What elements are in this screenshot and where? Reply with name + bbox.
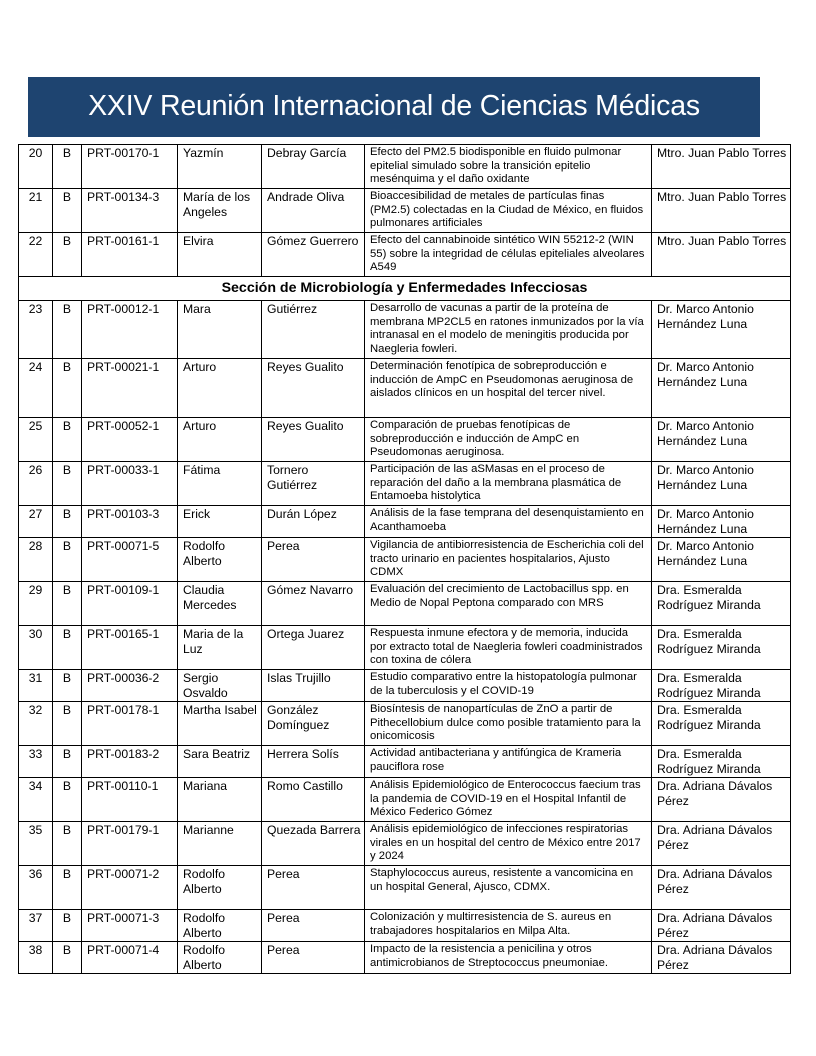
table-row — [19, 746, 791, 778]
row-code: PRT-00109-1 — [82, 582, 178, 626]
row-surname: Andrade Oliva — [262, 189, 365, 233]
row-code: PRT-00179-1 — [82, 822, 178, 866]
row-first-name: Fátima — [178, 462, 262, 506]
row-surname: Perea — [262, 866, 365, 910]
row-code: PRT-00170-1 — [82, 145, 178, 189]
row-advisor: Dra. Esmeralda Rodríguez Miranda — [652, 702, 791, 746]
row-surname: Perea — [262, 538, 365, 582]
table-row — [19, 233, 791, 277]
row-first-name: Rodolfo Alberto — [178, 910, 262, 942]
row-code: PRT-00110-1 — [82, 778, 178, 822]
row-first-name: Yazmín — [178, 145, 262, 189]
table-row — [19, 301, 791, 359]
table-row — [19, 145, 791, 189]
row-title: Participación de las aSMasas en el proceso de reparación del daño a la membrana plasmática de Entamoeba histolytica — [365, 462, 652, 506]
row-category: B — [53, 582, 82, 626]
row-advisor: Dr. Marco Antonio Hernández Luna — [652, 506, 791, 538]
row-number: 34 — [19, 778, 53, 822]
row-title: Actividad antibacteriana y antifúngica de Krameria pauciflora rose — [365, 746, 652, 778]
row-code: PRT-00033-1 — [82, 462, 178, 506]
row-surname: Tornero Gutiérrez — [262, 462, 365, 506]
row-code: PRT-00165-1 — [82, 626, 178, 670]
row-advisor: Dra. Adriana Dávalos Pérez — [652, 866, 791, 910]
table-row — [19, 506, 791, 538]
row-surname: Reyes Gualito — [262, 418, 365, 462]
row-title: Respuesta inmune efectora y de memoria, inducida por extracto total de Naegleria fowleri coadministrados con toxina de cólera — [365, 626, 652, 670]
row-category: B — [53, 866, 82, 910]
row-category: B — [53, 822, 82, 866]
row-title: Determinación fenotípica de sobreproducción e inducción de AmpC en Pseudomonas aeruginosa de aislados clínicos en un hospital del tercer nivel. — [365, 359, 652, 418]
row-surname: Romo Castillo — [262, 778, 365, 822]
row-number: 22 — [19, 233, 53, 277]
row-category: B — [53, 910, 82, 942]
row-category: B — [53, 301, 82, 359]
row-number: 38 — [19, 942, 53, 974]
row-title: Estudio comparativo entre la histopatología pulmonar de la tuberculosis y el COVID-19 — [365, 670, 652, 702]
row-category: B — [53, 359, 82, 418]
row-title: Análisis Epidemiológico de Enterococcus faecium tras la pandemia de COVID-19 en el Hospital Infantil de México Federico Gómez — [365, 778, 652, 822]
row-code: PRT-00071-5 — [82, 538, 178, 582]
row-advisor: Dra. Adriana Dávalos Pérez — [652, 942, 791, 974]
row-surname: Reyes Gualito — [262, 359, 365, 418]
row-code: PRT-00052-1 — [82, 418, 178, 462]
table-row — [19, 942, 791, 974]
row-surname: Ortega Juarez — [262, 626, 365, 670]
table-row — [19, 778, 791, 822]
row-advisor: Dra. Adriana Dávalos Pérez — [652, 910, 791, 942]
row-category: B — [53, 418, 82, 462]
row-title: Bioaccesibilidad de metales de partículas finas (PM2.5) colectadas en la Ciudad de México, en fluidos pulmonares artificiales — [365, 189, 652, 233]
row-title: Colonización y multirresistencia de S. aureus en trabajadores hospitalarios en Milpa Alta. — [365, 910, 652, 942]
row-code: PRT-00071-4 — [82, 942, 178, 974]
row-advisor: Dra. Esmeralda Rodríguez Miranda — [652, 582, 791, 626]
row-number: 32 — [19, 702, 53, 746]
row-surname: Perea — [262, 942, 365, 974]
row-number: 30 — [19, 626, 53, 670]
row-number: 24 — [19, 359, 53, 418]
table-row — [19, 866, 791, 910]
table-row — [19, 582, 791, 626]
row-number: 31 — [19, 670, 53, 702]
table-row — [19, 538, 791, 582]
row-advisor: Mtro. Juan Pablo Torres — [652, 145, 791, 189]
row-number: 25 — [19, 418, 53, 462]
row-surname: Quezada Barrera — [262, 822, 365, 866]
row-category: B — [53, 626, 82, 670]
row-surname: Gómez Navarro — [262, 582, 365, 626]
row-advisor: Dr. Marco Antonio Hernández Luna — [652, 462, 791, 506]
row-first-name: Arturo — [178, 359, 262, 418]
row-title: Impacto de la resistencia a penicilina y otros antimicrobianos de Streptococcus pneumoniae. — [365, 942, 652, 974]
table-row — [19, 670, 791, 702]
row-first-name: Elvira — [178, 233, 262, 277]
row-number: 36 — [19, 866, 53, 910]
row-number: 35 — [19, 822, 53, 866]
table-row — [19, 359, 791, 418]
row-number: 33 — [19, 746, 53, 778]
page-title: XXIV Reunión Internacional de Ciencias Médicas — [88, 90, 700, 122]
row-number: 23 — [19, 301, 53, 359]
row-category: B — [53, 189, 82, 233]
row-number: 26 — [19, 462, 53, 506]
row-first-name: Sara Beatriz — [178, 746, 262, 778]
row-first-name: Mara — [178, 301, 262, 359]
row-first-name: Arturo — [178, 418, 262, 462]
table-row — [19, 462, 791, 506]
row-code: PRT-00071-2 — [82, 866, 178, 910]
row-advisor: Dr. Marco Antonio Hernández Luna — [652, 538, 791, 582]
section-title: Sección de Microbiología y Enfermedades Infecciosas — [19, 277, 791, 301]
row-first-name: Mariana — [178, 778, 262, 822]
row-category: B — [53, 506, 82, 538]
row-title: Vigilancia de antibiorresistencia de Escherichia coli del tracto urinario en pacientes hospitalarios, Ajusto CDMX — [365, 538, 652, 582]
row-number: 21 — [19, 189, 53, 233]
row-code: PRT-00071-3 — [82, 910, 178, 942]
row-code: PRT-00012-1 — [82, 301, 178, 359]
row-code: PRT-00036-2 — [82, 670, 178, 702]
row-title: Comparación de pruebas fenotípicas de sobreproducción e inducción de AmpC en Pseudomonas aeruginosa. — [365, 418, 652, 462]
row-surname: Gómez Guerrero — [262, 233, 365, 277]
table-row — [19, 702, 791, 746]
row-code: PRT-00178-1 — [82, 702, 178, 746]
table-row — [19, 822, 791, 866]
row-title: Efecto del cannabinoide sintético WIN 55212-2 (WIN 55) sobre la integridad de células epiteliales alveolares A549 — [365, 233, 652, 277]
row-advisor: Mtro. Juan Pablo Torres — [652, 233, 791, 277]
row-first-name: Martha Isabel — [178, 702, 262, 746]
table-row — [19, 189, 791, 233]
row-title: Análisis de la fase temprana del desenquistamiento en Acanthamoeba — [365, 506, 652, 538]
row-category: B — [53, 942, 82, 974]
row-surname: Durán López — [262, 506, 365, 538]
table-body — [19, 145, 791, 974]
row-code: PRT-00021-1 — [82, 359, 178, 418]
row-category: B — [53, 670, 82, 702]
row-first-name: Rodolfo Alberto — [178, 942, 262, 974]
row-advisor: Mtro. Juan Pablo Torres — [652, 189, 791, 233]
row-title: Análisis epidemiológico de infecciones respiratorias virales en un hospital del centro de México entre 2017 y 2024 — [365, 822, 652, 866]
row-first-name: Sergio Osvaldo — [178, 670, 262, 702]
row-category: B — [53, 702, 82, 746]
row-first-name: Rodolfo Alberto — [178, 538, 262, 582]
table-row — [19, 418, 791, 462]
row-title: Evaluación del crecimiento de Lactobacillus spp. en Medio de Nopal Peptona comparado con MRS — [365, 582, 652, 626]
row-category: B — [53, 233, 82, 277]
row-code: PRT-00183-2 — [82, 746, 178, 778]
row-category: B — [53, 145, 82, 189]
row-category: B — [53, 462, 82, 506]
row-first-name: Erick — [178, 506, 262, 538]
row-surname: Herrera Solís — [262, 746, 365, 778]
row-advisor: Dr. Marco Antonio Hernández Luna — [652, 418, 791, 462]
table-row — [19, 910, 791, 942]
row-advisor: Dra. Esmeralda Rodríguez Miranda — [652, 626, 791, 670]
row-advisor: Dr. Marco Antonio Hernández Luna — [652, 359, 791, 418]
row-category: B — [53, 538, 82, 582]
row-first-name: Marianne — [178, 822, 262, 866]
section-header-row — [19, 277, 791, 301]
row-category: B — [53, 746, 82, 778]
row-title: Desarrollo de vacunas a partir de la proteína de membrana MP2CL5 en ratones inmunizados por la vía intranasal en el modelo de meningitis producida por Naegleria fowleri. — [365, 301, 652, 359]
row-first-name: María de los Angeles — [178, 189, 262, 233]
row-number: 20 — [19, 145, 53, 189]
row-advisor: Dra. Esmeralda Rodríguez Miranda — [652, 670, 791, 702]
row-code: PRT-00161-1 — [82, 233, 178, 277]
row-number: 27 — [19, 506, 53, 538]
row-code: PRT-00134-3 — [82, 189, 178, 233]
row-number: 37 — [19, 910, 53, 942]
row-category: B — [53, 778, 82, 822]
header-banner — [28, 77, 760, 137]
row-number: 29 — [19, 582, 53, 626]
abstracts-table — [18, 144, 791, 974]
row-advisor: Dra. Adriana Dávalos Pérez — [652, 822, 791, 866]
row-code: PRT-00103-3 — [82, 506, 178, 538]
row-advisor: Dra. Adriana Dávalos Pérez — [652, 778, 791, 822]
row-title: Efecto del PM2.5 biodisponible en fluido pulmonar epitelial simulado sobre la transición epitelio mesénquima y el daño oxidante — [365, 145, 652, 189]
row-surname: González Domínguez — [262, 702, 365, 746]
row-advisor: Dra. Esmeralda Rodríguez Miranda — [652, 746, 791, 778]
row-advisor: Dr. Marco Antonio Hernández Luna — [652, 301, 791, 359]
row-first-name: Claudia Mercedes — [178, 582, 262, 626]
row-title: Biosíntesis de nanopartículas de ZnO a partir de Pithecellobium dulce como posible tratamiento para la onicomicosis — [365, 702, 652, 746]
table-row — [19, 626, 791, 670]
row-surname: Gutiérrez — [262, 301, 365, 359]
row-first-name: Rodolfo Alberto — [178, 866, 262, 910]
row-surname: Islas Trujillo — [262, 670, 365, 702]
row-first-name: Maria de la Luz — [178, 626, 262, 670]
row-surname: Perea — [262, 910, 365, 942]
row-title: Staphylococcus aureus, resistente a vancomicina en un hospital General, Ajusco, CDMX. — [365, 866, 652, 910]
row-number: 28 — [19, 538, 53, 582]
row-surname: Debray García — [262, 145, 365, 189]
